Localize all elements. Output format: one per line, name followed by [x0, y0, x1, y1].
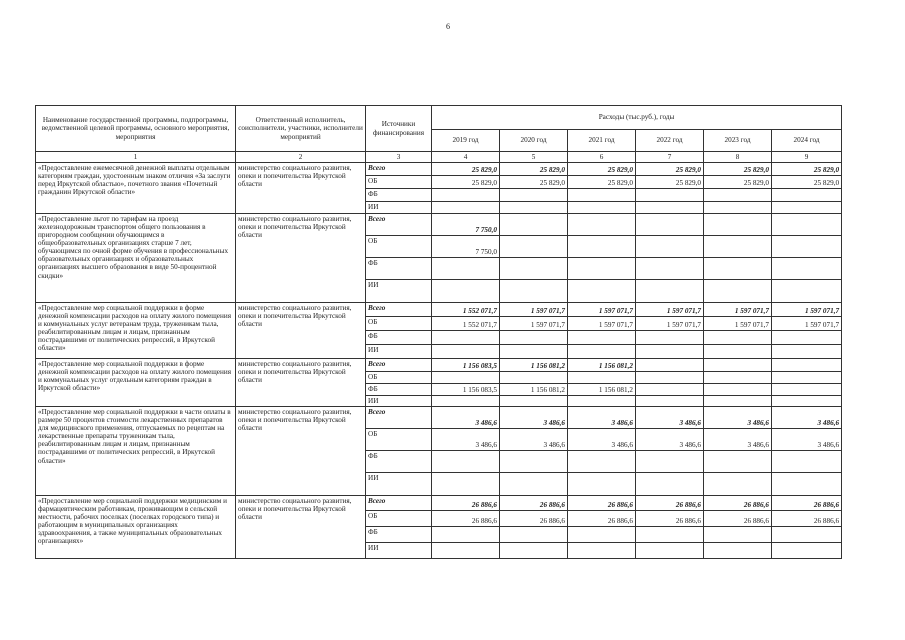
header-year: 2022 год [636, 130, 704, 152]
expense-value: 1 156 081,2 [500, 359, 568, 372]
expense-value [432, 331, 500, 345]
expense-value [704, 359, 772, 372]
funding-source: ИИ [366, 202, 432, 214]
expense-value [500, 258, 568, 280]
column-number: 6 [568, 152, 636, 163]
expense-value [772, 331, 842, 345]
expense-value: 1 156 081,2 [568, 359, 636, 372]
expense-value: 26 886,6 [432, 496, 500, 511]
funding-source: ОБ [366, 511, 432, 527]
expense-value: 26 886,6 [704, 496, 772, 511]
expense-value [772, 280, 842, 303]
expense-value [704, 258, 772, 280]
funding-source: Всего [366, 214, 432, 236]
table-row [36, 214, 842, 236]
expense-value [568, 527, 636, 543]
expense-value [704, 331, 772, 345]
funding-source: ИИ [366, 396, 432, 407]
measure-name: «Предоставление мер социальной поддержки в форме денежной компенсации расходов на оплату жилого помещения и коммунальных услуг ветеранам труда, труженикам тыла, реабилитированным лицам и лицам, признанным пострадавшими от политических репрессий, в Иркутской области» [36, 303, 236, 359]
expense-value: 25 829,0 [568, 163, 636, 176]
expense-value [636, 396, 704, 407]
header-source: Источники финансирования [366, 106, 432, 152]
expense-value: 3 486,6 [500, 429, 568, 451]
executor: министерство социального развития, опеки и попечительства Иркутской области [236, 303, 366, 359]
expense-value: 1 597 071,7 [704, 303, 772, 317]
expense-value [772, 359, 842, 372]
expense-value [772, 189, 842, 202]
expense-value [772, 258, 842, 280]
expense-value [432, 473, 500, 496]
executor: министерство социального развития, опеки и попечительства Иркутской области [236, 359, 366, 407]
expense-value [704, 543, 772, 559]
expense-value: 1 597 071,7 [568, 317, 636, 331]
expense-value [432, 451, 500, 473]
expense-value: 26 886,6 [568, 496, 636, 511]
expense-value [636, 451, 704, 473]
header-executor: Ответственный исполнитель, соисполнители, участники, исполнители мероприятий [236, 106, 366, 152]
expense-value [568, 258, 636, 280]
expense-value: 3 486,6 [432, 407, 500, 429]
column-number: 5 [500, 152, 568, 163]
column-number: 8 [704, 152, 772, 163]
expense-value: 1 156 083,5 [432, 359, 500, 372]
expense-value [772, 345, 842, 359]
expense-value [568, 396, 636, 407]
expense-value: 1 156 081,2 [568, 384, 636, 396]
expense-value: 1 597 071,7 [772, 317, 842, 331]
measure-name: «Предоставление мер социальной поддержки в форме денежной компенсации расходов на оплату жилого помещения и коммунальных услуг отдельным категориям граждан в Иркутской области» [36, 359, 236, 407]
expense-value [772, 543, 842, 559]
expense-value [568, 372, 636, 384]
expense-value: 3 486,6 [772, 429, 842, 451]
expense-value [772, 396, 842, 407]
measure-name: «Предоставление льгот по тарифам на проезд железнодорожным транспортом общего пользования в пригородном сообщении обучающимся в общеобразовательных организациях старше 7 лет, обучающимся по очной форме обучения в профессиональных образовательных организациях и образовательных организациях высшего образования в виде 50-процентной скидки» [36, 214, 236, 303]
expense-value [704, 214, 772, 236]
expense-value [636, 384, 704, 396]
expense-value [568, 345, 636, 359]
expense-value [636, 359, 704, 372]
funding-source: ФБ [366, 258, 432, 280]
funding-source: ФБ [366, 384, 432, 396]
funding-source: Всего [366, 407, 432, 429]
expense-value [636, 280, 704, 303]
expense-value [500, 189, 568, 202]
funding-source: ФБ [366, 331, 432, 345]
expense-value: 25 829,0 [772, 163, 842, 176]
expense-value [704, 202, 772, 214]
expense-value [636, 214, 704, 236]
expense-value [500, 372, 568, 384]
expense-value: 26 886,6 [568, 511, 636, 527]
table-row [36, 163, 842, 176]
expense-value: 1 597 071,7 [568, 303, 636, 317]
column-number: 7 [636, 152, 704, 163]
table-row [36, 496, 842, 511]
expense-value: 1 597 071,7 [772, 303, 842, 317]
expense-value [704, 527, 772, 543]
funding-source: ФБ [366, 527, 432, 543]
expense-value [500, 451, 568, 473]
expense-value: 3 486,6 [568, 407, 636, 429]
expense-value: 3 486,6 [500, 407, 568, 429]
expense-value [772, 202, 842, 214]
funding-source: ИИ [366, 345, 432, 359]
expense-value [432, 280, 500, 303]
funding-source: ОБ [366, 429, 432, 451]
expense-value [568, 189, 636, 202]
measure-name: «Предоставление мер социальной поддержки медицинским и фармацевтическим работникам, проживающим в сельской местности, рабочих поселках (поселках городского типа) и работающим в муниципальных организациях здравоохранения, а также муниципальных образовательных организациях» [36, 496, 236, 559]
header-year: 2024 год [772, 130, 842, 152]
executor: министерство социального развития, опеки и попечительства Иркутской области [236, 163, 366, 214]
funding-source: ОБ [366, 236, 432, 258]
expense-value [636, 543, 704, 559]
header-expenses: Расходы (тыс.руб.), годы [432, 106, 842, 130]
funding-source: ОБ [366, 317, 432, 331]
expense-value: 3 486,6 [704, 429, 772, 451]
expense-value: 25 829,0 [704, 163, 772, 176]
column-number: 9 [772, 152, 842, 163]
expense-value: 26 886,6 [432, 511, 500, 527]
expense-value: 1 597 071,7 [704, 317, 772, 331]
funding-source: ИИ [366, 473, 432, 496]
expense-value: 1 552 071,7 [432, 317, 500, 331]
expense-value [772, 451, 842, 473]
funding-source: ФБ [366, 451, 432, 473]
header-year: 2020 год [500, 130, 568, 152]
funding-source: Всего [366, 163, 432, 176]
expense-value: 26 886,6 [704, 511, 772, 527]
expense-value [704, 451, 772, 473]
funding-source: ИИ [366, 280, 432, 303]
expense-value: 1 597 071,7 [500, 317, 568, 331]
expense-value [568, 236, 636, 258]
expense-value [500, 236, 568, 258]
funding-source: ФБ [366, 189, 432, 202]
header-year: 2019 год [432, 130, 500, 152]
funding-source: Всего [366, 359, 432, 372]
expense-value [500, 214, 568, 236]
expense-value [704, 384, 772, 396]
expense-value [772, 236, 842, 258]
expense-value [568, 214, 636, 236]
expense-value [636, 258, 704, 280]
expense-value: 25 829,0 [636, 176, 704, 189]
expense-value: 26 886,6 [636, 511, 704, 527]
column-number: 4 [432, 152, 500, 163]
expense-value: 25 829,0 [772, 176, 842, 189]
header-name: Наименование государственной программы, подпрограммы, ведомственной целевой программы, основного мероприятия, мероприятия [36, 106, 236, 152]
expense-value [432, 527, 500, 543]
header-year: 2023 год [704, 130, 772, 152]
measure-name: «Предоставление ежемесячной денежной выплаты отдельным категориям граждан, удостоенным знаком отличия «За заслуги перед Иркутской областью», почетного звания «Почетный гражданин Иркутской области» [36, 163, 236, 214]
expense-value: 26 886,6 [500, 496, 568, 511]
expense-value [772, 214, 842, 236]
expense-value [636, 236, 704, 258]
expense-value [772, 527, 842, 543]
expense-value [636, 345, 704, 359]
table-row [36, 303, 842, 317]
expense-value: 26 886,6 [772, 496, 842, 511]
expense-value [432, 258, 500, 280]
expense-value [500, 543, 568, 559]
expense-value: 3 486,6 [772, 407, 842, 429]
table-body [36, 163, 842, 559]
expense-value [636, 202, 704, 214]
executor: министерство социального развития, опеки и попечительства Иркутской области [236, 407, 366, 496]
expense-value [500, 473, 568, 496]
expense-value [568, 280, 636, 303]
expense-value [432, 189, 500, 202]
expense-value [432, 345, 500, 359]
table-row [36, 359, 842, 372]
column-number: 3 [366, 152, 432, 163]
expense-value [432, 202, 500, 214]
expense-value [704, 473, 772, 496]
expense-value [772, 384, 842, 396]
expense-value [500, 527, 568, 543]
expense-value [568, 202, 636, 214]
expense-value: 7 750,0 [432, 236, 500, 258]
header-year: 2021 год [568, 130, 636, 152]
funding-source: ОБ [366, 372, 432, 384]
expense-value: 1 597 071,7 [636, 317, 704, 331]
expense-value: 26 886,6 [636, 496, 704, 511]
executor: министерство социального развития, опеки и попечительства Иркутской области [236, 214, 366, 303]
funding-source: Всего [366, 496, 432, 511]
funding-source: ОБ [366, 176, 432, 189]
executor: министерство социального развития, опеки и попечительства Иркутской области [236, 496, 366, 559]
expense-value [704, 372, 772, 384]
expense-value: 25 829,0 [500, 176, 568, 189]
funding-source: Всего [366, 303, 432, 317]
funding-source: ИИ [366, 543, 432, 559]
expense-value: 1 552 071,7 [432, 303, 500, 317]
expense-value [568, 543, 636, 559]
expenses-table [35, 105, 842, 559]
expense-value [500, 331, 568, 345]
expense-value [704, 280, 772, 303]
table-header [36, 106, 842, 163]
expense-value [432, 372, 500, 384]
column-number: 1 [36, 152, 236, 163]
expense-value [568, 473, 636, 496]
expense-value: 7 750,0 [432, 214, 500, 236]
expense-value [636, 189, 704, 202]
expense-value: 1 597 071,7 [636, 303, 704, 317]
expense-value [636, 473, 704, 496]
table-row [36, 407, 842, 429]
column-number: 2 [236, 152, 366, 163]
expense-value: 25 829,0 [432, 176, 500, 189]
expense-value [704, 236, 772, 258]
expense-value: 3 486,6 [636, 429, 704, 451]
expense-value [432, 543, 500, 559]
expense-value: 3 486,6 [568, 429, 636, 451]
expense-value [772, 372, 842, 384]
expense-value: 25 829,0 [636, 163, 704, 176]
expense-value [568, 451, 636, 473]
expense-value [500, 345, 568, 359]
expense-value [772, 473, 842, 496]
expense-value [636, 527, 704, 543]
expense-value: 26 886,6 [500, 511, 568, 527]
page-number: 6 [446, 22, 450, 31]
expense-value [636, 372, 704, 384]
expense-value [704, 396, 772, 407]
expense-value: 1 156 083,5 [432, 384, 500, 396]
expense-value [500, 280, 568, 303]
expense-value: 25 829,0 [704, 176, 772, 189]
expense-value: 1 597 071,7 [500, 303, 568, 317]
expense-value [704, 189, 772, 202]
expense-value: 25 829,0 [500, 163, 568, 176]
expense-value: 3 486,6 [432, 429, 500, 451]
expense-value: 25 829,0 [568, 176, 636, 189]
expense-value: 25 829,0 [432, 163, 500, 176]
expense-value [636, 331, 704, 345]
expense-value: 3 486,6 [704, 407, 772, 429]
expense-value: 26 886,6 [772, 511, 842, 527]
measure-name: «Предоставление мер социальной поддержки в части оплаты в размере 50 процентов стоимости лекарственных препаратов для медицинского применения, отпускаемых по рецептам на лекарственные препараты труженикам тыла, реабилитированным лицам и лицам, признанным пострадавшими от политических репрессий, в Иркутской области» [36, 407, 236, 496]
expense-value: 1 156 081,2 [500, 384, 568, 396]
expense-value [704, 345, 772, 359]
expense-value [568, 331, 636, 345]
expense-value [432, 396, 500, 407]
expense-value: 3 486,6 [636, 407, 704, 429]
expense-value [500, 396, 568, 407]
expense-value [500, 202, 568, 214]
